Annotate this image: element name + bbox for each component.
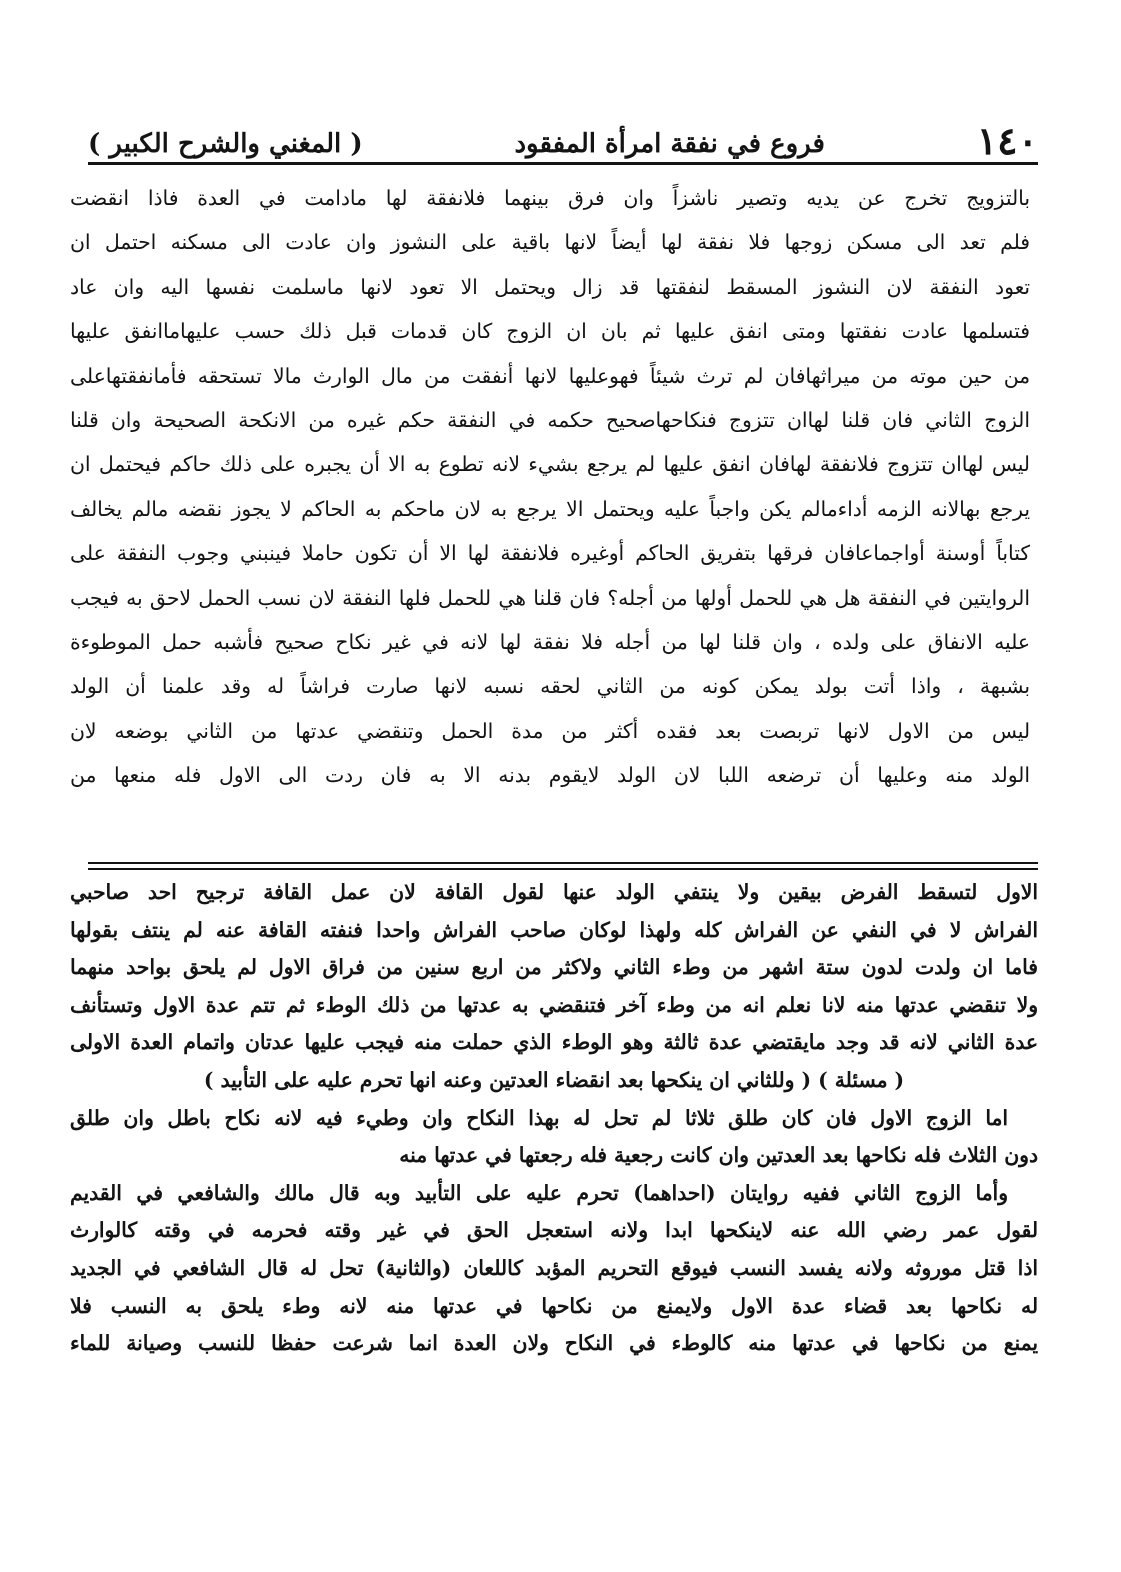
text-line: من حين موته من ميراثهافان لم ترث شيئاً فهوعليها لانها أنفقت من مال الوارث مالا تستحقه فأمانفقتهاعلى [70,363,1030,388]
lower-text-block [70,874,1038,1494]
text-line: الروايتين في النفقة هل هي للحمل أولها من أجله؟ فان قلنا هي للحمل فلها النفقة لان نسب الحمل لاحق به فيجب [70,585,1030,610]
text-line: عليه الانفاق على ولده ، وان قلنا لها من أجله فلا نفقة لها لانه في غير نكاح صحيح فأشبه حمل الموطوءة [70,630,1030,655]
text-line: الاول لتسقط الفرض بيقين ولا ينتفي الولد عنها لقول القافة لان عمل القافة ترجيح احد صاحبي [70,880,1038,904]
text-line: اذا قتل موروثه ولانه يفسد النسب فيوقع التحريم المؤبد كاللعان (والثانية) تحل له قال الشافعي في الجديد [70,1255,1038,1280]
text-line: ليس من الاول لانها تربصت بعد فقده أكثر من مدة الحمل وتنقضي عدتها من الثاني بوضعه لان [70,718,1030,743]
text-line: بالتزويج تخرج عن يديه وتصير ناشزاً وان فرق بينهما فلانفقة لها مادامت في العدة فاذا انقضت [70,186,1030,210]
text-line: الولد منه وعليها أن ترضعه اللبا لان الولد لايقوم بدنه الا به فان ردت الى الاول فله منعها من [70,763,1030,788]
upper-text-block [70,176,1030,861]
text-line: يرجع بهالانه الزمه أداءمالم يكن واجباً عليه ويحتمل الا يرجع به لان ماحكم به الحاكم لا يجوز نقضه مالم يخالف [70,496,1030,521]
section-divider [88,868,1038,870]
text-line: بشبهة ، واذا أتت بولد يمكن كونه من الثاني لحقه نسبه لانها صارت فراشاً له وقد علمنا أن الولد [70,674,1030,699]
text-line: وأما الزوج الثاني ففيه روايتان (احداهما) تحرم عليه على التأبيد وبه قال مالك والشافعي في القديم [70,1180,1008,1205]
text-line: اما الزوج الاول فان كان طلق ثلاثا لم تحل له بهذا النكاح وان وطيء فيه لانه نكاح باطل وان طلق [70,1105,1008,1130]
book-title: ( المغني والشرح الكبير ) [88,128,363,159]
text-line: يمنع من نكاحها في عدتها منه كالوطء في النكاح ولان العدة انما شرعت حفظا للنسب وصيانة للماء [70,1331,1038,1356]
mas-ala-heading: ( مسئلة ) ( وللثاني ان ينكحها بعد انقضاء العدتين وعنه انها تحرم عليه على التأبيد ) [203,1067,905,1092]
page-number: ١٤٠ [976,118,1038,163]
text-line: ليس لهاان تتزوج فلانفقة لهافان انفق عليها لم يرجع بشيء لانه تطوع به الا أن يجبره على ذلك حاكم فيحتمل ان [70,452,1030,477]
running-head [88,112,1038,163]
text-line: الفراش لا في النفي عن الفراش كله ولهذا لوكان صاحب الفراش واحدا فنفته القافة عنه لم ينتف بقولها [70,917,1038,942]
header-rule [88,162,1038,165]
text-line: لقول عمر رضي الله عنه لاينكحها ابدا ولانه استعجل الحق في غير وقته فحرمه في وقته كالوارث [70,1218,1038,1243]
text-line: كتاباً أوسنة أواجماعافان فرقها بتفريق الحاكم أوغيره فلانفقة لها الا أن تكون حاملا فينبني وجوب النفقة على [70,541,1030,566]
text-line: تعود النفقة لان النشوز المسقط لنفقتها قد زال ويحتمل الا تعود لانها ماسلمت نفسها اليه وان عاد [70,274,1030,299]
text-line: فتسلمها عادت نفقتها ومتى انفق عليها ثم بان ان الزوج كان قدمات قبل ذلك حسب عليهاماانفق عليها [70,319,1030,344]
text-line: الزوج الثاني فان قلنا لهاان تتزوج فنكاحهاصحيح حكمه في النفقة حكم غيره من الانكحة الصحيحة وان قلنا [70,408,1030,433]
section-divider [88,862,1038,864]
text-line: له نكاحها بعد قضاء عدة الاول ولايمنع من نكاحها في عدتها منه لانه وطء يلحق به النسب فلا [70,1293,1038,1318]
text-line: دون الثلاث فله نكاحها بعد العدتين وان كانت رجعية فله رجعتها في عدتها منه [399,1143,1038,1168]
chapter-title: فروع في نفقة امرأة المفقود [514,128,825,159]
text-line: عدة الثاني لانه قد وجد مايقتضي عدة ثالثة وهو الوطء الذي حملت منه فيجب عليها عدتان واتمام العدة الاولى [70,1030,1038,1055]
text-line: ولا تنقضي عدتها منه لانا نعلم انه من وطء آخر فتنقضي به عدتها من ذلك الوطء ثم تتم عدة الاول وتستأنف [70,992,1038,1017]
text-line: فاما ان ولدت لدون ستة اشهر من وطء الثاني ولاكثر من اربع سنين من فراق الاول لم يلحق بواحد منهما [70,955,1038,980]
text-line: فلم تعد الى مسكن زوجها فلا نفقة لها أيضاً لانها باقية على النشوز وان عادت الى مسكنه احتمل ان [70,230,1030,255]
